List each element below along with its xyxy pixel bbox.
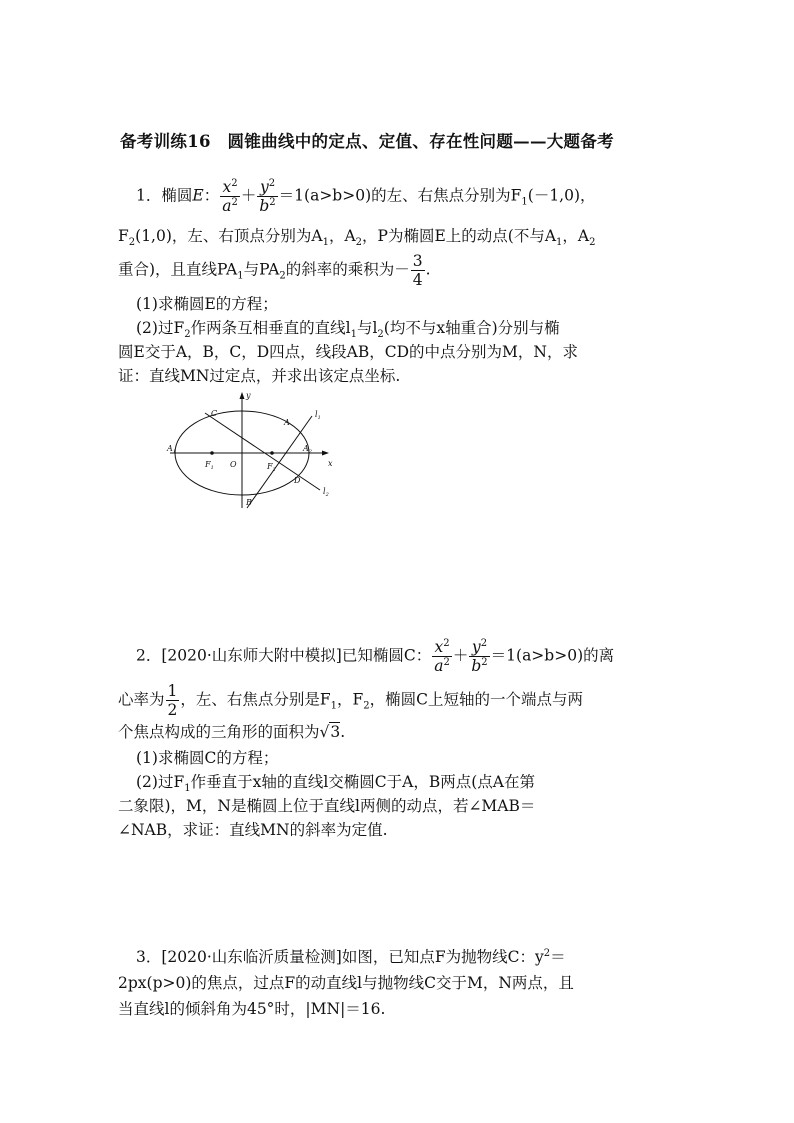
- label-a: A: [284, 418, 290, 427]
- q2-frac-1-2: $\frac{1}{2}$: [167, 682, 178, 719]
- q3-line-1: 3．[2020·山东临沂质量检测]如图，已知点F为抛物线C：$y^2=$: [136, 947, 566, 966]
- label-y: y: [246, 391, 251, 400]
- line-l1: [247, 416, 312, 508]
- q2-frac-x: $\frac{x^2}{a^2}$: [434, 637, 450, 675]
- label-l1: $l_1$: [315, 410, 321, 421]
- page-title: 备考训练16 圆锥曲线中的定点、定值、存在性问题——大题备考: [120, 132, 614, 151]
- q1-line-1: 1．椭圆E： $\frac{x^2}{a^2}$ ＋ $\frac{y^2}{b^2}$ ＝1(a>b>0)的左、右焦点分别为$F_1(-1,0)$，: [136, 177, 596, 215]
- focus-f2: [270, 451, 274, 455]
- q1-frac-x: $\frac{x^2}{a^2}$: [222, 177, 238, 215]
- q1-frac-y: $\frac{y^2}{b^2}$: [259, 177, 276, 215]
- q1-frac-3-4: $\frac{3}{4}$: [412, 252, 423, 289]
- q2-sub-2-line-3: ∠NAB，求证：直线MN的斜率为定值.: [118, 821, 388, 839]
- y-axis-arrow: [240, 392, 245, 399]
- label-b: B: [246, 498, 252, 507]
- q2-line-1: 2．[2020·山东师大附中模拟]已知椭圆C： $\frac{x^2}{a^2}$ ＋ $\frac{y^2}{b^2}$ ＝1(a>b>0)的离: [136, 637, 615, 675]
- q1-sub-2-line-2: 圆E交于A，B，C，D四点，线段AB，CD的中点分别为M，N，求: [118, 343, 578, 361]
- q1-sub-2-line-1: (2)过$F_2$作两条互相垂直的直线$l_1$与$l_2$(均不与x轴重合)分别与椭: [136, 319, 560, 341]
- q3-line-2: 2px(p>0)的焦点，过点F的动直线l与抛物线C交于M，N两点，且: [118, 974, 574, 992]
- label-f1: $F_1$: [205, 460, 214, 471]
- q1-sub-1: (1)求椭圆E的方程；: [136, 295, 278, 313]
- q1-line-2: $F_2(1,0)$，左、右顶点分别为$A_1$，$A_2$，P为椭圆E上的动点(不与$A_1$，$A_2$: [118, 227, 596, 249]
- q1-line-3: 重合)，且直线$PA_1$与$PA_2$的斜率的乘积为－ $\frac{3}{4}$ .: [118, 252, 431, 289]
- q2-sub-1: (1)求椭圆C的方程；: [136, 749, 279, 767]
- label-x: x: [328, 459, 333, 468]
- label-a1: $A_1$: [167, 444, 176, 455]
- focus-f1: [210, 451, 214, 455]
- label-d: D: [294, 476, 301, 485]
- q2-line-2: 心率为 $\frac{1}{2}$ ，左、右焦点分别是$F_1$，$F_2$，椭圆C上短轴的一个端点与两: [118, 682, 584, 719]
- label-f2: $F_2$: [267, 462, 276, 473]
- q2-line-3: 个焦点构成的三角形的面积为√3.: [118, 723, 346, 741]
- q1-sub-2-line-3: 证：直线MN过定点，并求出该定点坐标.: [118, 367, 401, 385]
- x-axis-arrow: [322, 451, 329, 456]
- q2-sub-2-line-1: (2)过$F_1$作垂直于x轴的直线l交椭圆C于A，B两点(点A在第: [136, 773, 535, 795]
- q2-sub-2-line-2: 二象限)，M，N是椭圆上位于直线l两侧的动点，若∠MAB＝: [118, 797, 536, 815]
- label-a2: $A_2$: [303, 444, 312, 455]
- q2-frac-y: $\frac{y^2}{b^2}$: [471, 637, 488, 675]
- q3-line-3: 当直线l的倾斜角为45°时，|MN|＝16.: [118, 1000, 386, 1018]
- label-c: C: [211, 409, 218, 418]
- label-o: O: [230, 460, 237, 469]
- label-l2: $l_2$: [323, 487, 329, 498]
